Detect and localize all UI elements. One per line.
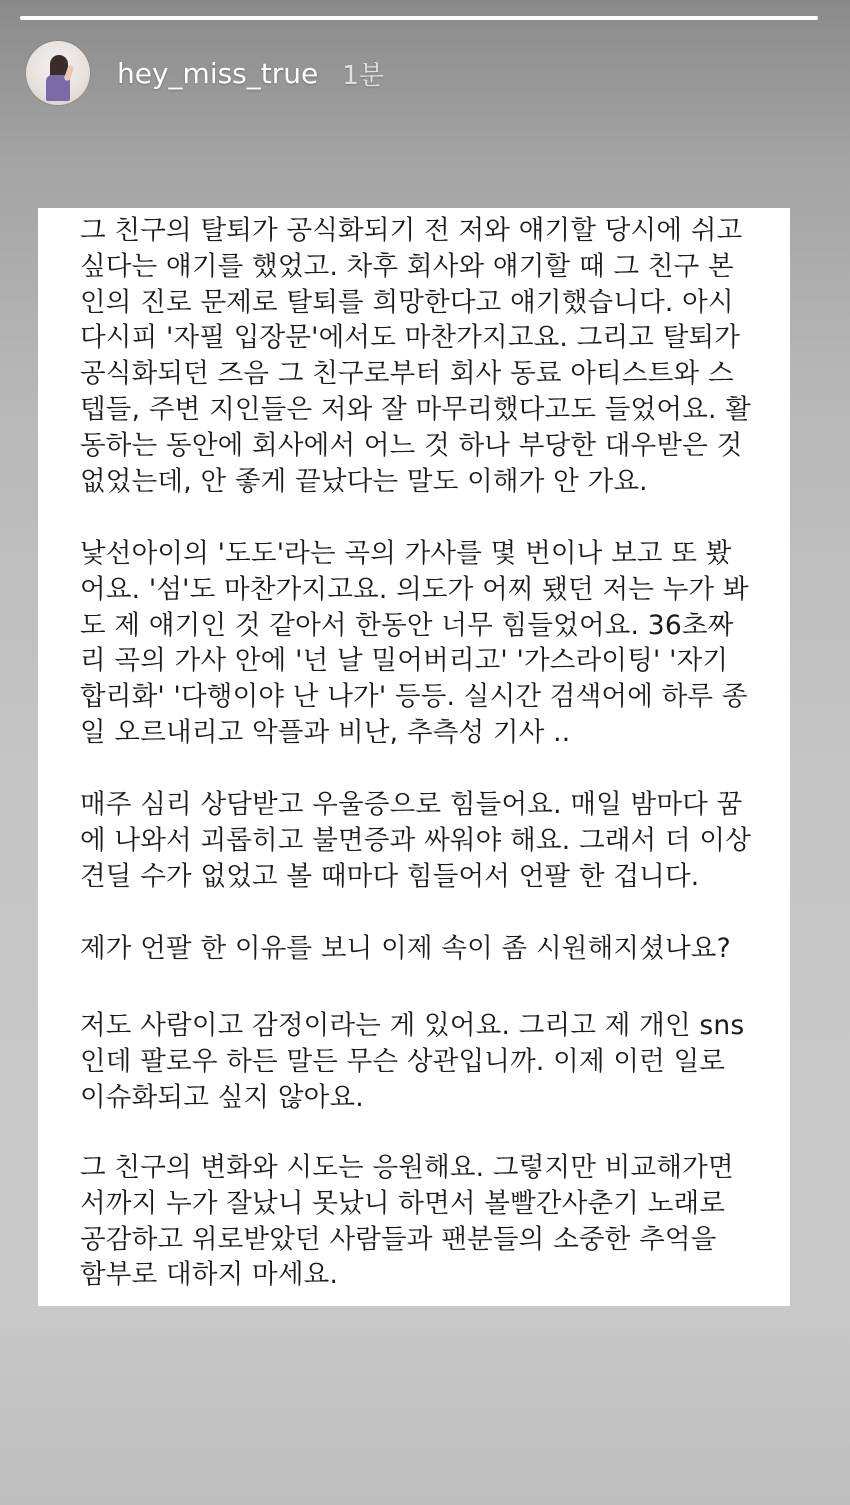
paragraph: [80, 536, 780, 751]
text-line: 이슈화되고 싶지 않아요.: [80, 1081, 364, 1113]
story-progress-bar: [20, 16, 818, 20]
text-line: 인의 진로 문제로 탈퇴를 희망한다고 얘기했습니다. 아시: [80, 286, 734, 318]
paragraph: [80, 1150, 780, 1293]
text-line: 텝들, 주변 지인들은 저와 잘 마무리했다고도 들었어요. 활: [80, 393, 751, 425]
text-line: 합리화' '다행이야 난 나가' 등등. 실시간 검색어에 하루 종: [80, 681, 748, 713]
paragraph: [80, 1008, 780, 1115]
paragraph: [80, 213, 780, 499]
text-line: 어요. '섬'도 마찬가지고요. 의도가 어찌 됐던 저는 누가 봐: [80, 573, 749, 605]
story-header: [26, 40, 384, 106]
text-line: 제가 언팔 한 이유를 보니 이제 속이 좀 시원해지셨나요?: [80, 933, 731, 964]
text-line: 공식화되던 즈음 그 친구로부터 회사 동료 아티스트와 스: [80, 358, 734, 390]
text-line: 도 제 얘기인 것 같아서 한동안 너무 힘들었어요. 36초짜: [80, 609, 734, 641]
text-line: 리 곡의 가사 안에 '넌 날 밀어버리고' '가스라이팅' '자기: [80, 645, 729, 677]
text-line: 함부로 대하지 마세요.: [80, 1259, 339, 1291]
story-progress-fill: [20, 16, 818, 20]
text-line: 그 친구의 변화와 시도는 응원해요. 그렇지만 비교해가면: [80, 1152, 734, 1183]
text-line: 공감하고 위로받았던 사람들과 팬분들의 소중한 추억을: [80, 1223, 717, 1255]
text-line: 매주 심리 상담받고 우울증으로 힘들어요. 매일 밤마다 꿈: [80, 789, 743, 820]
text-line: 싶다는 얘기를 했었고. 차후 회사와 얘기할 때 그 친구 본: [80, 250, 734, 282]
text-line: 견딜 수가 없었고 볼 때마다 힘들어서 언팔 한 겁니다.: [80, 860, 700, 892]
paragraph: [80, 931, 780, 967]
text-line: 동하는 동안에 회사에서 어느 것 하나 부당한 대우받은 것: [80, 429, 743, 461]
text-line: 없었는데, 안 좋게 끝났다는 말도 이해가 안 가요.: [80, 465, 648, 497]
paragraph: [80, 787, 780, 894]
text-line: 낯선아이의 '도도'라는 곡의 가사를 몇 번이나 보고 또 봤: [80, 538, 732, 569]
avatar[interactable]: [26, 41, 90, 105]
text-line: 서까지 누가 잘났니 못났니 하면서 볼빨간사춘기 노래로: [80, 1187, 726, 1219]
text-line: 일 오르내리고 악플과 비난, 추측성 기사 ..: [80, 716, 571, 748]
statement-paper: [38, 208, 790, 1306]
text-line: 그 친구의 탈퇴가 공식화되기 전 저와 얘기할 당시에 쉬고: [80, 215, 743, 246]
text-line: 저도 사람이고 감정이라는 게 있어요. 그리고 제 개인 sns: [80, 1010, 745, 1041]
text-line: 인데 팔로우 하든 말든 무슨 상관입니까. 이제 이런 일로: [80, 1045, 726, 1077]
text-line: 에 나와서 괴롭히고 불면증과 싸워야 해요. 그래서 더 이상: [80, 824, 751, 856]
text-line: 다시피 '자필 입장문'에서도 마찬가지고요. 그리고 탈퇴가: [80, 322, 741, 354]
post-time: 1분: [342, 60, 384, 91]
username[interactable]: hey_miss_true: [117, 56, 319, 90]
